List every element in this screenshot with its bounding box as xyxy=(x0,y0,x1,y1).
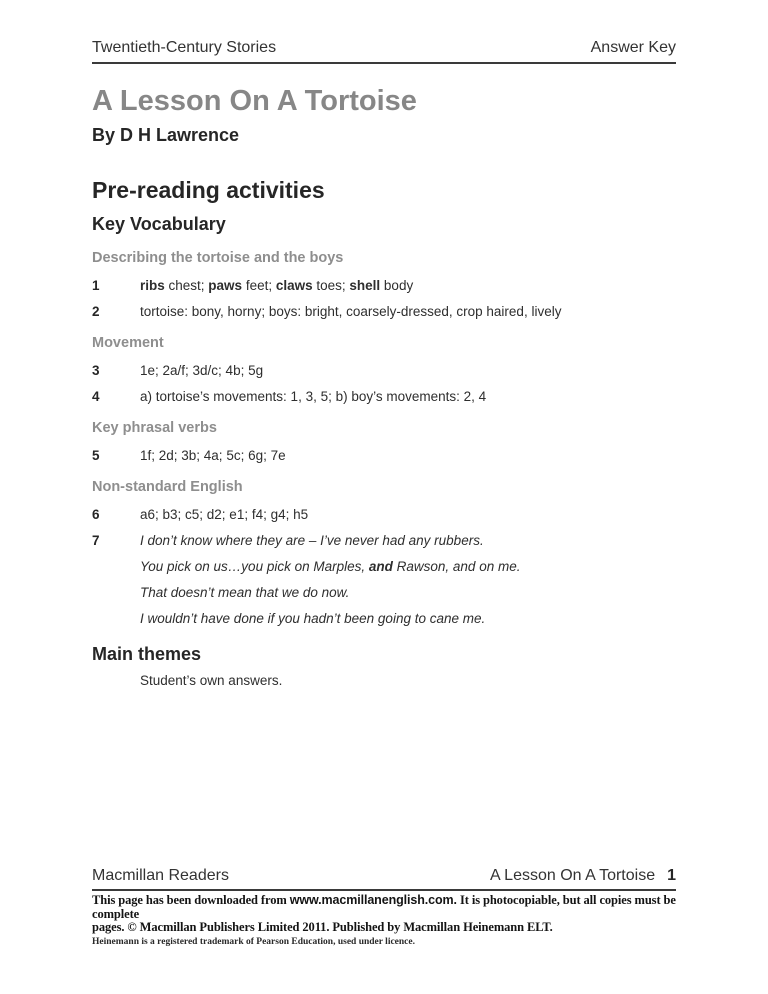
answer-text: That doesn’t mean that we do now. xyxy=(140,585,350,600)
answer-row xyxy=(92,585,676,601)
answer-number: 3 xyxy=(92,363,100,378)
answer-row xyxy=(92,533,676,549)
page-content xyxy=(92,38,676,689)
answer-number: 1 xyxy=(92,278,100,293)
copyright-notice-line1: This page has been downloaded from www.macmillanenglish.com. It is photocopiable, but all copies must be complete xyxy=(92,893,676,921)
answer-text: ribs chest; paws feet; claws toes; shell body xyxy=(140,278,414,293)
subheading-main-themes: Main themes xyxy=(92,644,202,664)
copyright-notice xyxy=(92,894,676,935)
answer-row xyxy=(92,389,676,405)
page-header xyxy=(92,38,676,64)
subheading-key-vocabulary: Key Vocabulary xyxy=(92,214,226,234)
header-doc-type: Answer Key xyxy=(590,39,676,56)
answer-number xyxy=(92,585,140,601)
story-title: A Lesson On A Tortoise xyxy=(92,85,417,117)
group-label-non-standard-english: Non-standard English xyxy=(92,479,243,495)
answer-row xyxy=(92,363,676,379)
group-label-key-phrasal-verbs: Key phrasal verbs xyxy=(92,420,217,436)
answer-text: a) tortoise’s movements: 1, 3, 5; b) boy’s movements: 2, 4 xyxy=(140,389,487,404)
footer-story-title: A Lesson On A Tortoise xyxy=(489,867,656,884)
section-heading-pre-reading: Pre-reading activities xyxy=(92,177,325,203)
group-label-movement: Movement xyxy=(92,335,164,351)
answer-number xyxy=(92,611,140,627)
answer-number: 6 xyxy=(92,507,100,522)
footer-right-group xyxy=(490,866,676,885)
answer-text: I wouldn’t have done if you hadn’t been going to cane me. xyxy=(140,611,486,626)
answer-text: 1e; 2a/f; 3d/c; 4b; 5g xyxy=(140,363,264,378)
answer-text: tortoise: bony, horny; boys: bright, coarsely-dressed, crop haired, lively xyxy=(140,304,562,319)
answer-row xyxy=(92,278,676,294)
answer-number: 7 xyxy=(92,533,100,548)
answer-row xyxy=(92,448,676,464)
answer-row xyxy=(92,559,676,575)
answer-text: You pick on us…you pick on Marples, and Rawson, and on me. xyxy=(140,559,521,574)
answer-number: 4 xyxy=(92,389,100,404)
footer-title-row xyxy=(92,866,676,891)
trademark-fine-print: Heinemann is a registered trademark of Pearson Education, used under licence. xyxy=(92,936,415,947)
answer-text: a6; b3; c5; d2; e1; f4; g4; h5 xyxy=(140,507,309,522)
footer-publisher: Macmillan Readers xyxy=(92,867,229,884)
answer-row xyxy=(92,611,676,627)
footer-page-number: 1 xyxy=(667,867,676,884)
author-byline: By D H Lawrence xyxy=(92,125,240,145)
main-themes-answer: Student’s own answers. xyxy=(140,673,283,688)
answer-text: 1f; 2d; 3b; 4a; 5c; 6g; 7e xyxy=(140,448,286,463)
header-series-title: Twentieth-Century Stories xyxy=(92,39,277,56)
copyright-notice-line2: pages. © Macmillan Publishers Limited 2011. Published by Macmillan Heinemann ELT. xyxy=(92,920,553,934)
group-label-describing: Describing the tortoise and the boys xyxy=(92,250,344,266)
answer-number: 2 xyxy=(92,304,100,319)
answer-row xyxy=(92,507,676,523)
answer-row xyxy=(92,304,676,320)
answer-number xyxy=(92,559,140,575)
answer-number: 5 xyxy=(92,448,100,463)
page-footer xyxy=(92,866,676,948)
answer-text: I don’t know where they are – I’ve never had any rubbers. xyxy=(140,533,484,548)
